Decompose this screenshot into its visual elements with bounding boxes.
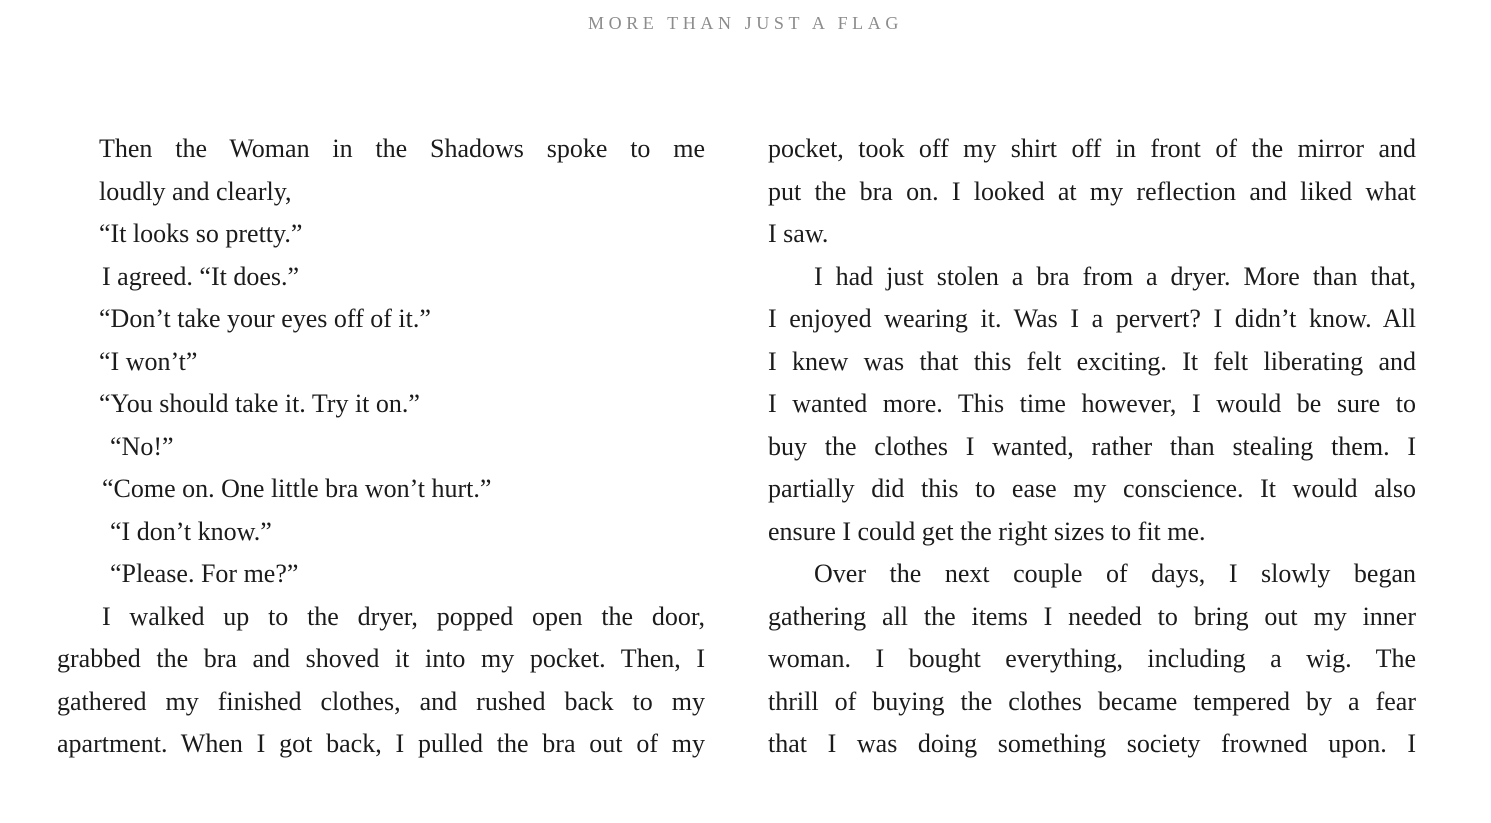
text-line: “Don’t take your eyes off of it.” — [99, 304, 431, 333]
text-line: that I was doing something society frowned upon. I — [768, 729, 1416, 758]
text-line: put the bra on. I looked at my reflection and liked what — [768, 176, 1416, 206]
text-line: apartment. When I got back, I pulled the bra out of my — [57, 729, 705, 758]
text-line: “I won’t” — [99, 346, 198, 376]
text-line: I had just stolen a bra from a dryer. More than that, — [814, 261, 1416, 291]
text-line: gathering all the items I needed to bring out my inner — [768, 601, 1416, 631]
text-line: Over the next couple of days, I slowly began — [814, 559, 1416, 588]
text-line: buy the clothes I wanted, rather than stealing them. I — [768, 431, 1416, 461]
text-line: I wanted more. This time however, I would be sure to — [768, 389, 1416, 418]
text-line: “It looks so pretty.” — [99, 219, 303, 248]
running-header-title: MORE THAN JUST A FLAG — [588, 13, 903, 33]
text-line: “I don’t know.” — [110, 516, 272, 546]
text-line: pocket, took off my shirt off in front of the mirror and — [768, 134, 1416, 163]
text-line: grabbed the bra and shoved it into my pocket. Then, I — [57, 644, 705, 673]
text-line: “Please. For me?” — [110, 559, 299, 588]
text-line: loudly and clearly, — [99, 176, 292, 206]
left-text-column — [57, 128, 705, 766]
text-line: I agreed. “It does.” — [102, 261, 300, 291]
text-line: I enjoyed wearing it. Was I a pervert? I didn’t know. All — [768, 304, 1416, 333]
text-line: thrill of buying the clothes became tempered by a fear — [768, 686, 1416, 716]
text-line: I walked up to the dryer, popped open the door, — [102, 601, 705, 631]
right-text-column — [768, 128, 1416, 766]
text-line: gathered my finished clothes, and rushed back to my — [57, 686, 705, 716]
text-line: “Come on. One little bra won’t hurt.” — [102, 474, 492, 503]
text-line: I knew was that this felt exciting. It felt liberating and — [768, 346, 1416, 376]
text-line: partially did this to ease my conscience. It would also — [768, 474, 1416, 503]
text-line: “You should take it. Try it on.” — [99, 389, 420, 418]
text-line: I saw. — [768, 219, 829, 248]
text-line: woman. I bought everything, including a wig. The — [768, 644, 1416, 673]
text-line: ensure I could get the right sizes to fit me. — [768, 516, 1206, 546]
text-line: “No!” — [110, 431, 174, 461]
text-line: Then the Woman in the Shadows spoke to me — [99, 134, 705, 163]
